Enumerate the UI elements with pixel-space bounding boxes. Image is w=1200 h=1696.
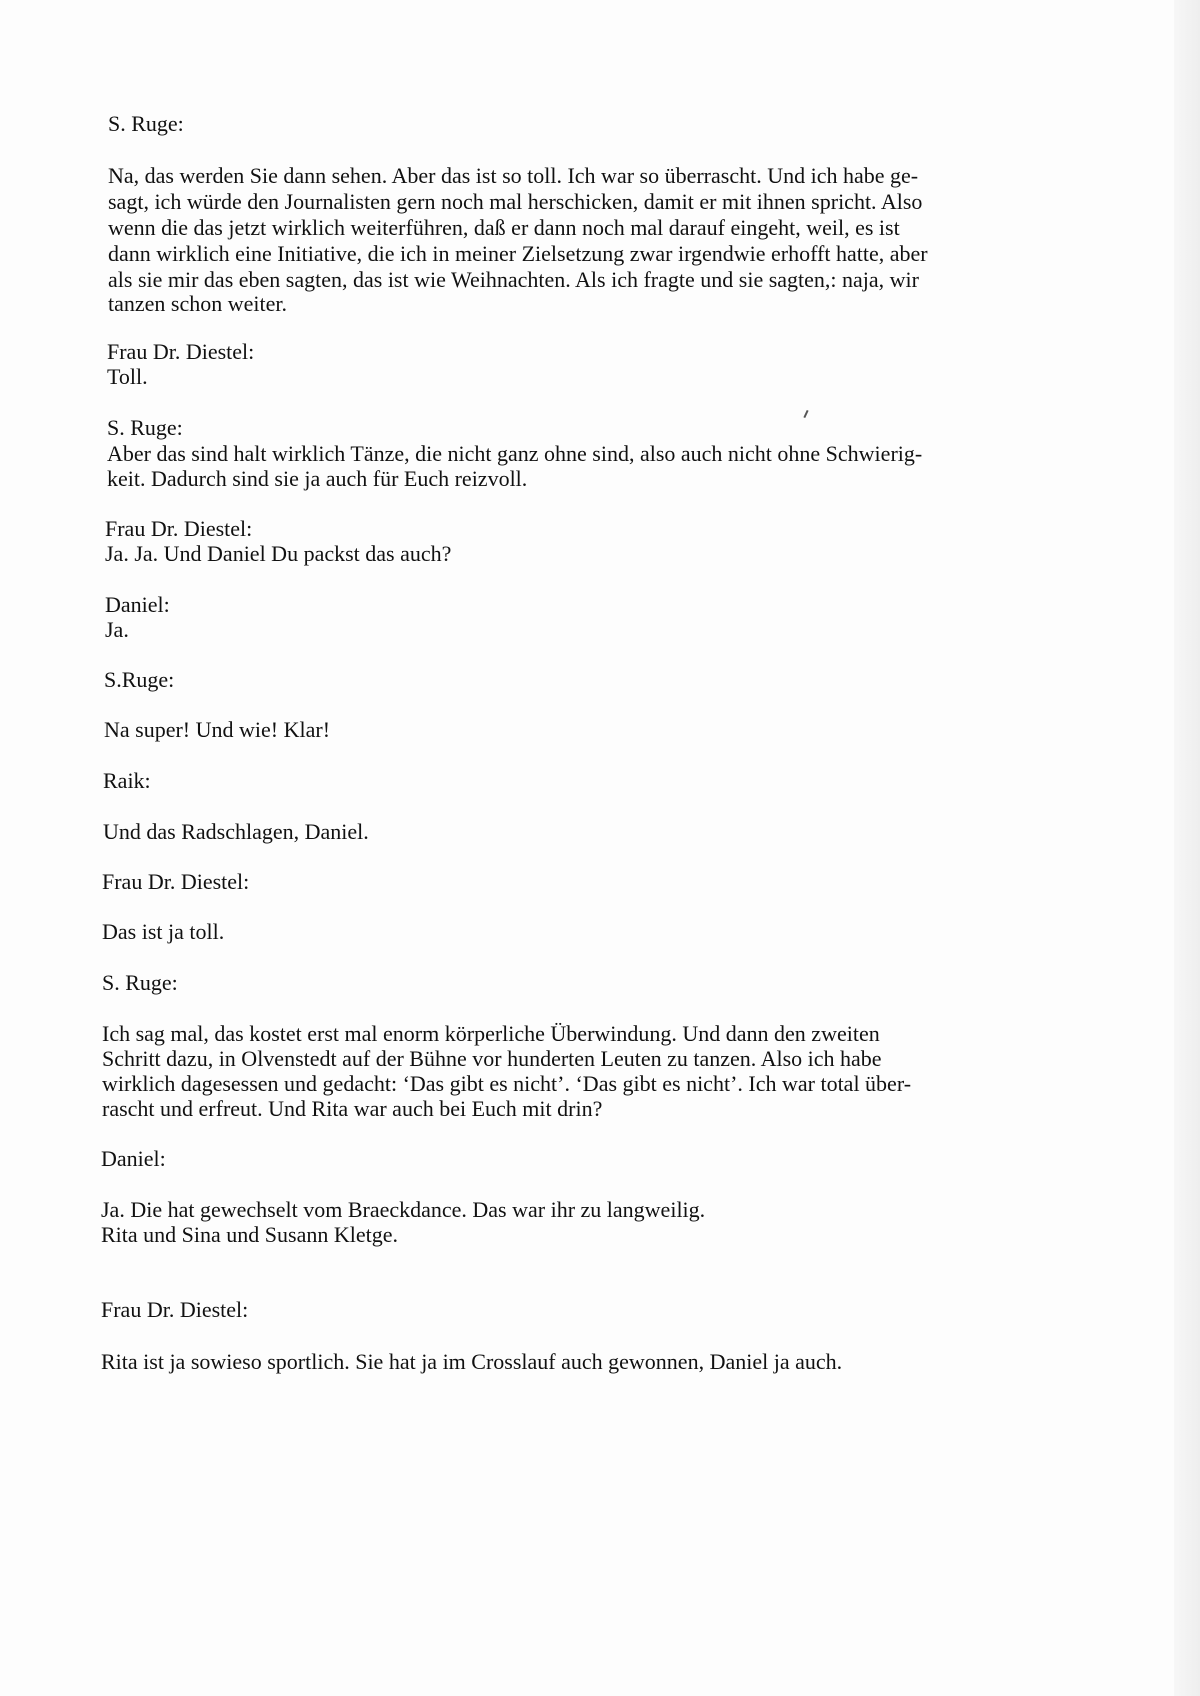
paragraph-line: wirklich dagesessen und gedacht: ‘Das gibt es nicht’. ‘Das gibt es nicht’. Ich war total über- [102,1071,912,1096]
paragraph-line: rascht und erfreut. Und Rita war auch bei Euch mit drin? [102,1096,603,1121]
speaker-label: Frau Dr. Diestel: [101,1297,249,1322]
speaker-label: S.Ruge: [104,667,175,692]
paragraph-line: Das ist ja toll. [102,919,225,944]
paragraph-line: Na, das werden Sie dann sehen. Aber das ist so toll. Ich war so überrascht. Und ich habe ge- [108,163,919,188]
scan-edge [1174,0,1200,1696]
paragraph-line: Rita ist ja sowieso sportlich. Sie hat ja im Crosslauf auch gewonnen, Daniel ja auch. [101,1349,843,1374]
paragraph-line: tanzen schon weiter. [108,291,287,316]
speaker-label: Daniel: [101,1146,166,1171]
paragraph-line: keit. Dadurch sind sie ja auch für Euch reizvoll. [107,466,528,491]
scan-speck [803,410,808,418]
paragraph-line: wenn die das jetzt wirklich weiterführen, daß er dann noch mal darauf eingeht, weil, es ist [108,215,900,240]
paragraph-line: Ich sag mal, das kostet erst mal enorm körperliche Überwindung. Und dann den zweiten [102,1021,880,1046]
paragraph-line: Und das Radschlagen, Daniel. [103,819,369,844]
paragraph-line: Schritt dazu, in Olvenstedt auf der Bühne vor hunderten Leuten zu tanzen. Also ich habe [102,1046,882,1071]
paragraph-line: Ja. Ja. Und Daniel Du packst das auch? [105,541,452,566]
paragraph-line: Aber das sind halt wirklich Tänze, die nicht ganz ohne sind, also auch nicht ohne Schwierig- [107,441,923,466]
speaker-label: S. Ruge: [102,970,178,995]
paragraph-line: Na super! Und wie! Klar! [104,717,331,742]
speaker-label: Frau Dr. Diestel: [102,869,250,894]
speaker-label: Frau Dr. Diestel: [107,339,255,364]
paragraph-line: Toll. [107,364,148,389]
paragraph-line: Ja. [105,617,129,642]
speaker-label: S. Ruge: [108,111,184,136]
speaker-label: Raik: [103,768,151,793]
paragraph-line: sagt, ich würde den Journalisten gern noch mal herschicken, damit er mit ihnen spricht. Also [108,189,923,214]
paragraph-line: dann wirklich eine Initiative, die ich in meiner Zielsetzung zwar irgendwie erhofft hatte, aber [108,241,928,266]
paragraph-line: als sie mir das eben sagten, das ist wie Weihnachten. Als ich fragte und sie sagten,: naja, wir [108,267,919,292]
speaker-label: Daniel: [105,592,170,617]
paragraph-line: Ja. Die hat gewechselt vom Braeckdance. Das war ihr zu langweilig. [101,1197,706,1222]
paragraph-line: Rita und Sina und Susann Kletge. [101,1222,398,1247]
speaker-label: S. Ruge: [107,415,183,440]
speaker-label: Frau Dr. Diestel: [105,516,253,541]
